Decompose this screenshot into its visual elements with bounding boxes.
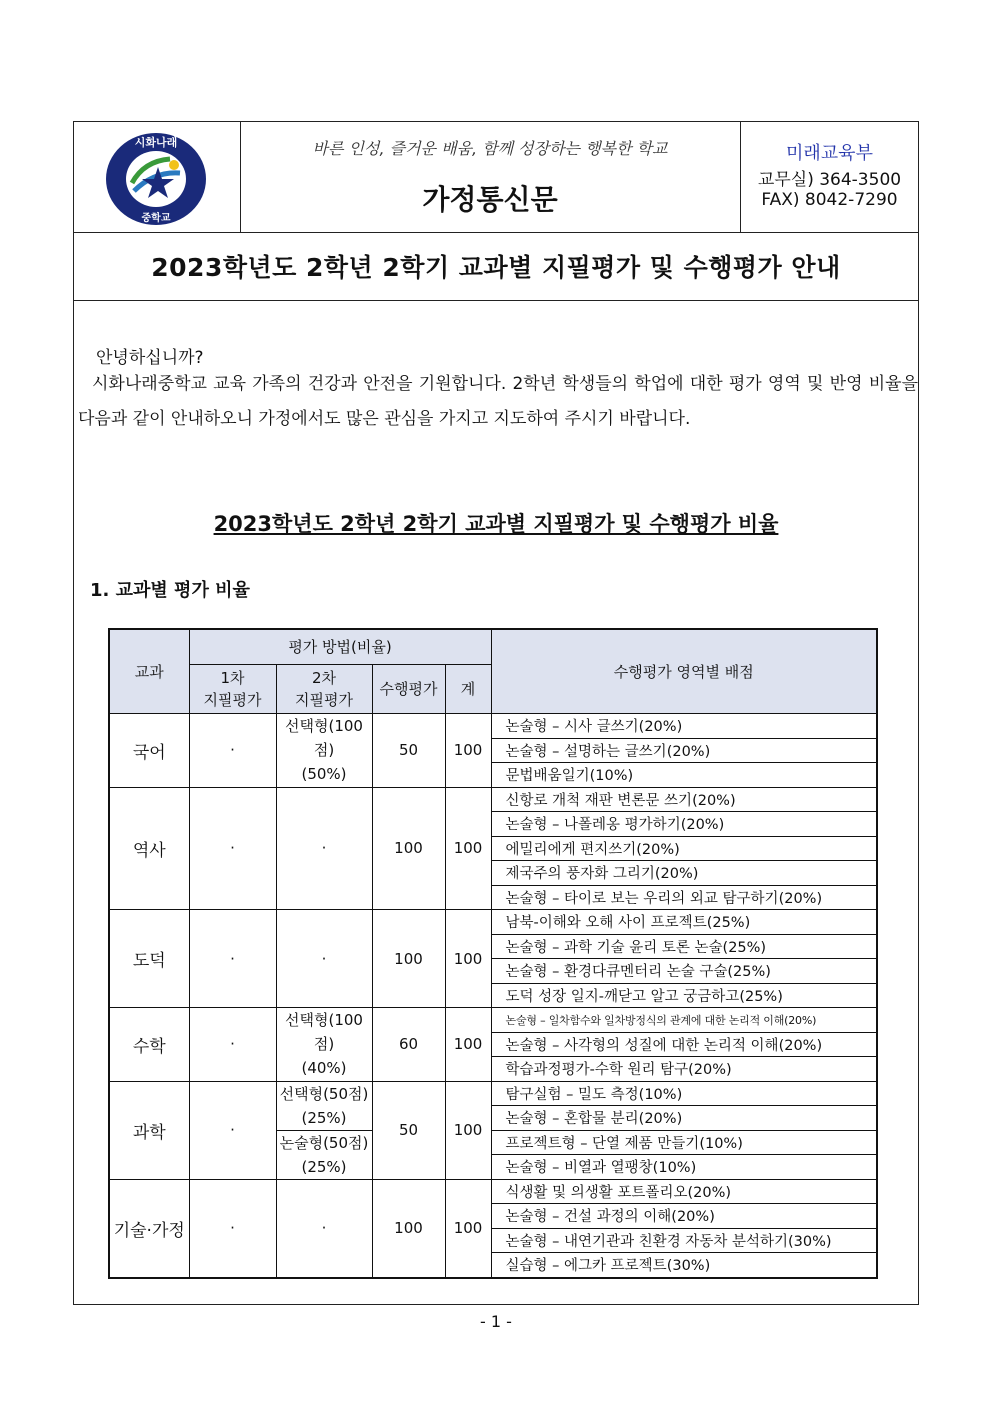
second-cell: 선택형(100점) (50%) [276, 714, 372, 788]
total-cell: 100 [445, 910, 491, 1008]
total-cell: 100 [445, 787, 491, 910]
greeting: 안녕하십니까? [96, 348, 204, 368]
svg-text:시화나래: 시화나래 [134, 136, 178, 149]
table-row [109, 1179, 877, 1204]
perf-cell: 100 [372, 787, 445, 910]
table-row [109, 1081, 877, 1106]
area-cell: 에밀리에게 편지쓰기(20%) [491, 836, 877, 861]
area-cell: 논술형 – 타이로 보는 우리의 외교 탐구하기(20%) [491, 885, 877, 910]
area-cell: 논술형 – 나폴레옹 평가하기(20%) [491, 812, 877, 837]
area-cell: 논술형 – 일차함수와 일차방정식의 관계에 대한 논리적 이해(20%) [491, 1008, 877, 1033]
contact-cell [741, 122, 918, 232]
subject-cell: 도덕 [109, 910, 189, 1008]
perf-cell: 50 [372, 714, 445, 788]
area-cell: 실습형 – 에그카 프로젝트(30%) [491, 1253, 877, 1278]
area-cell: 제국주의 풍자화 그리기(20%) [491, 861, 877, 886]
second-cell: 선택형(100점) (40%) [276, 1008, 372, 1082]
area-cell: 남북-이해와 오해 사이 프로젝트(25%) [491, 910, 877, 935]
second-cell-a: 선택형(50점) (25%) [276, 1081, 372, 1130]
first-cell: · [189, 1179, 276, 1278]
area-cell: 논술형 – 혼합물 분리(20%) [491, 1106, 877, 1131]
subject-cell: 국어 [109, 714, 189, 788]
paper-name: 가정통신문 [422, 183, 558, 216]
first-cell: · [189, 714, 276, 788]
evaluation-table [108, 628, 878, 1279]
first-cell: · [189, 787, 276, 910]
first-cell: · [189, 1081, 276, 1179]
area-cell: 문법배움일기(10%) [491, 763, 877, 788]
subject-cell: 과학 [109, 1081, 189, 1179]
first-cell: · [189, 1008, 276, 1082]
perf-cell: 100 [372, 1179, 445, 1278]
area-cell: 학습과정평가-수학 원리 탐구(20%) [491, 1057, 877, 1082]
area-cell: 논술형 – 과학 기술 윤리 토론 논술(25%) [491, 934, 877, 959]
section-title: 2023학년도 2학년 2학기 교과별 지필평가 및 수행평가 비율 [213, 512, 779, 536]
subject-cell: 역사 [109, 787, 189, 910]
main-title: 2023학년도 2학년 2학기 교과별 지필평가 및 수행평가 안내 [151, 253, 841, 282]
page-number: - 1 - [480, 1312, 512, 1331]
header-subject: 교과 [109, 629, 189, 714]
area-cell: 논술형 – 내연기관과 친환경 자동차 분석하기(30%) [491, 1228, 877, 1253]
second-cell-b: 논술형(50점) (25%) [276, 1130, 372, 1179]
logo-cell [74, 122, 241, 232]
total-cell: 100 [445, 1081, 491, 1179]
area-cell: 도덕 성장 일지-깨닫고 알고 궁금하고(25%) [491, 983, 877, 1008]
area-cell: 식생활 및 의생활 포트폴리오(20%) [491, 1179, 877, 1204]
area-cell: 탐구실험 – 밀도 측정(10%) [491, 1081, 877, 1106]
phone: 교무실) 364-3500 [757, 170, 902, 190]
table-row [109, 714, 877, 739]
subject-cell: 기술·가정 [109, 1179, 189, 1278]
header-total: 계 [445, 665, 491, 714]
header-second: 2차 지필평가 [276, 665, 372, 714]
area-cell: 논술형 – 시사 글쓰기(20%) [491, 714, 877, 739]
header-title-cell [240, 122, 741, 232]
area-cell: 논술형 – 사각형의 성질에 대한 논리적 이해(20%) [491, 1032, 877, 1057]
table-row [109, 787, 877, 812]
subject-cell: 수학 [109, 1008, 189, 1082]
title-row [74, 232, 918, 301]
perf-cell: 60 [372, 1008, 445, 1082]
second-cell: · [276, 1179, 372, 1278]
svg-text:중학교: 중학교 [141, 213, 171, 224]
school-motto: 바른 인성, 즐거운 배움, 함께 성장하는 행복한 학교 [312, 139, 668, 158]
body-paragraph: 시화나래중학교 교육 가족의 건강과 안전을 기원합니다. 2학년 학생들의 학업에 대한 평가 영역 및 반영 비율을 다음과 같이 안내하오니 가정에서도 많은 관심을 가지고 지도하여 주시기 바랍니다. [78, 374, 918, 429]
area-cell: 논술형 – 비열과 열팽창(10%) [491, 1155, 877, 1180]
perf-cell: 100 [372, 910, 445, 1008]
header-first: 1차 지필평가 [189, 665, 276, 714]
area-cell: 논술형 – 건설 과정의 이해(20%) [491, 1204, 877, 1229]
department: 미래교육부 [786, 143, 873, 164]
fax: FAX) 8042-7290 [761, 190, 898, 210]
table-row [109, 910, 877, 935]
sub-heading: 1. 교과별 평가 비율 [90, 580, 250, 601]
perf-cell: 50 [372, 1081, 445, 1179]
table-row [109, 1008, 877, 1033]
total-cell: 100 [445, 714, 491, 788]
area-cell: 신항로 개척 재판 변론문 쓰기(20%) [491, 787, 877, 812]
header-row [74, 122, 918, 233]
header-perf: 수행평가 [372, 665, 445, 714]
area-cell: 논술형 – 환경다큐멘터리 논술 구술(25%) [491, 959, 877, 984]
header-areas: 수행평가 영역별 배점 [491, 629, 877, 714]
total-cell: 100 [445, 1008, 491, 1082]
area-cell: 논술형 – 설명하는 글쓰기(20%) [491, 738, 877, 763]
area-cell: 프로젝트형 – 단열 제품 만들기(10%) [491, 1130, 877, 1155]
second-cell: · [276, 910, 372, 1008]
first-cell: · [189, 910, 276, 1008]
total-cell: 100 [445, 1179, 491, 1278]
second-cell: · [276, 787, 372, 910]
header-method: 평가 방법(비율) [189, 629, 491, 665]
school-logo-icon [104, 131, 208, 227]
